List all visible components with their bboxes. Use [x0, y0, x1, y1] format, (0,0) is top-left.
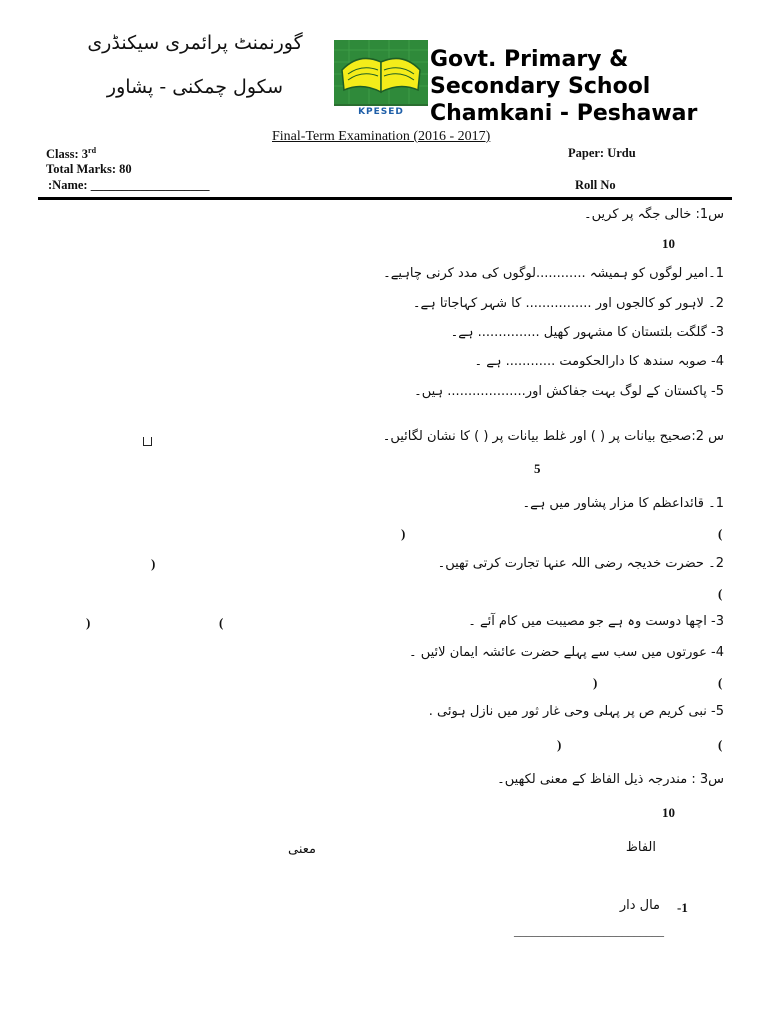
q1-item-5: 5- پاکستان کے لوگ بہت جفاکش اور................... ہیں۔ — [414, 384, 724, 399]
q2-item-5: 5- نبی کریم ص پر پہلی وحی غار ثور میں نازل ہوئی . — [428, 704, 724, 719]
q1-heading: س1: خالی جگہ پر کریں۔ — [584, 207, 724, 222]
q2-marks: 5 — [534, 461, 541, 476]
q2-item-2: 2۔ حضرت خدیجہ رضی اللہ عنہا تجارت کرتی تھیں۔ — [437, 556, 724, 571]
q2-item-3: 3- اچھا دوست وہ ہے جو مصیبت میں کام آئے ۔ — [468, 614, 724, 629]
q2-item-4: 4- عورتوں میں سب سے پہلے حضرت عائشہ ایمان لائیں ۔ — [408, 645, 724, 660]
col-words-header: الفاظ — [625, 840, 656, 855]
exam-title: Final-Term Examination (2016 - 2017) — [272, 129, 491, 144]
name-field: :Name: ___________________ — [48, 178, 210, 192]
q3-item-1-number: -1 — [677, 900, 688, 915]
class-label: Class: 3rd — [46, 146, 97, 162]
q2-item-5-paren-right: ( — [718, 737, 723, 752]
q2-item-3-paren-right: ( — [219, 615, 224, 630]
q3-heading: س3 : مندرجہ ذیل الفاظ کے معنی لکھیں۔ — [497, 772, 724, 787]
q1-item-1: 1۔امیر لوگوں کو ہمیشہ ............لوگوں کی مدد کرنی چاہیے۔ — [383, 266, 724, 281]
q1-item-2: 2۔ لاہور کو کالجوں اور ................ کا شہر کہاجاتا ہے۔ — [412, 296, 724, 311]
col-meanings-header: معنی — [288, 842, 316, 857]
q2-item-1-paren-left: ) — [401, 526, 406, 541]
kpesed-logo — [334, 40, 428, 116]
q2-item-1-paren-right: ( — [718, 526, 723, 541]
q3-item-1-word: مال دار — [619, 898, 660, 913]
q3-marks: 10 — [662, 805, 675, 820]
total-marks: Total Marks: 80 — [46, 162, 132, 176]
q1-item-3: 3- گلگت بلتستان کا مشہور کھیل ............... ہے۔ — [450, 325, 724, 340]
urdu-school-name-line2: سکول چمکنی - پشاور — [106, 76, 284, 98]
checkbox-icon — [143, 437, 152, 446]
q2-item-4-paren-right: ( — [718, 675, 723, 690]
header-divider — [38, 197, 732, 200]
logo-text: KPESED — [358, 107, 404, 117]
roll-no-label: Roll No — [575, 178, 616, 192]
q1-item-4: 4- صوبہ سندھ کا دارالحکومت ............ ہے ۔ — [474, 354, 724, 369]
q2-item-2-paren-left: ) — [151, 556, 156, 571]
q2-item-3-paren-left: ) — [86, 615, 91, 630]
q1-marks: 10 — [662, 236, 675, 251]
q2-item-2-paren-right: ( — [718, 586, 723, 601]
paper-label: Paper: Urdu — [568, 146, 636, 160]
urdu-school-name-line1: گورنمنٹ پرائمری سیکنڈری — [87, 32, 303, 54]
q2-item-1: 1۔ قائداعظم کا مزار پشاور میں ہے۔ — [522, 496, 724, 511]
open-book-icon — [334, 40, 428, 104]
q2-item-5-paren-left: ) — [557, 737, 562, 752]
school-name: Govt. Primary & Secondary School Chamkani - Peshawar — [430, 47, 698, 126]
q3-item-1-answer-line: _________________________ — [514, 924, 664, 938]
q2-item-4-paren-left: ) — [593, 675, 598, 690]
q2-heading: س 2:صحیح بیانات پر ( ) اور غلط بیانات پر ( ) کا نشان لگائیں۔ — [382, 429, 724, 444]
